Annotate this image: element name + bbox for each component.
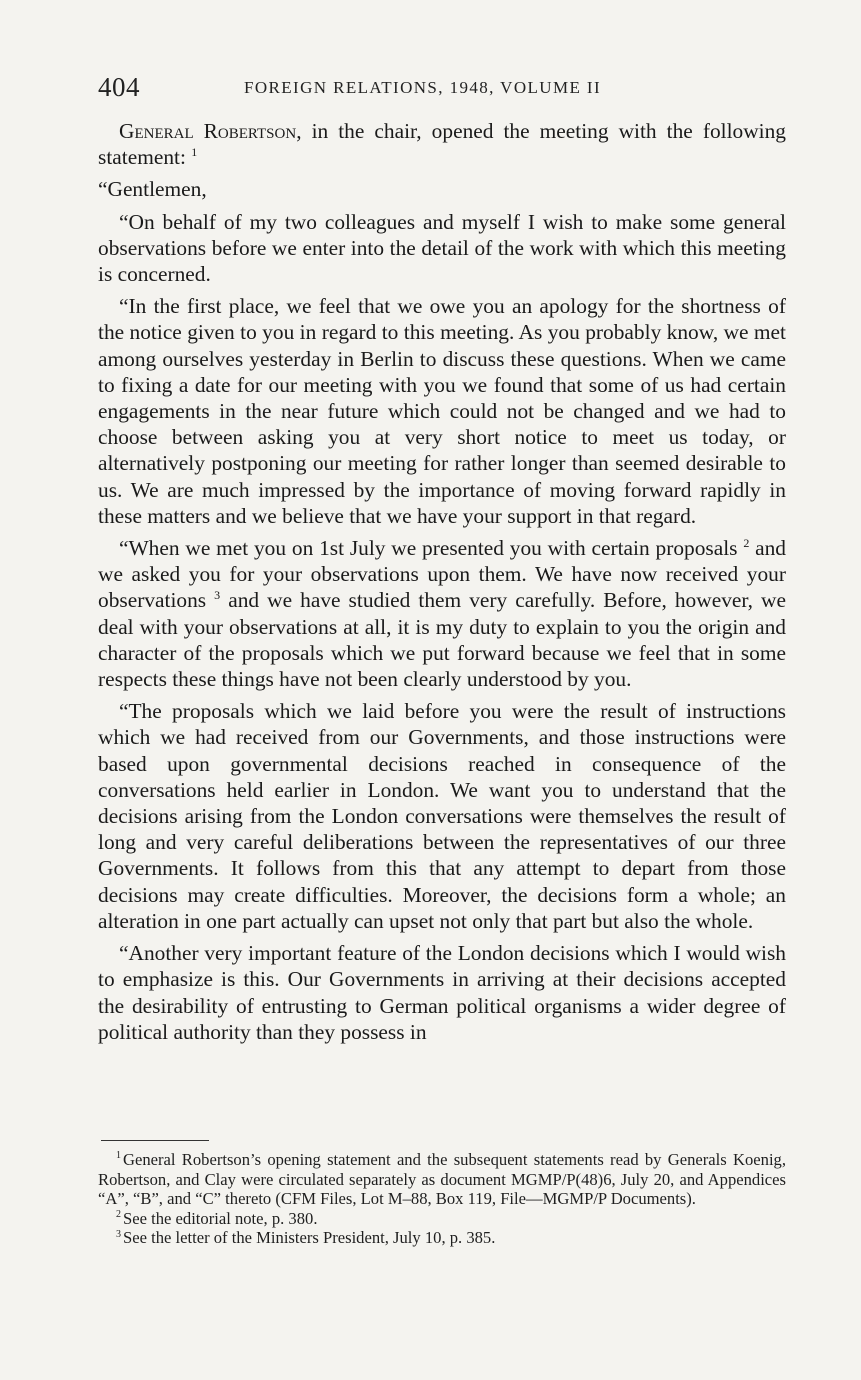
footnote-mark: 2 <box>116 1209 121 1221</box>
paragraph-proposals <box>98 535 786 692</box>
footnote-2 <box>98 1209 786 1229</box>
footnote-ref-1[interactable]: 1 <box>191 145 198 160</box>
footnote-text: General Robertson’s opening statement and the subsequent statements read by Generals Koenig, Robertson, and Clay were circulated separately as document MGMP/P(48)6, July 20, and Appendices “A”, “B”, and “C” thereto (CFM Files, Lot M–88, Box 119, File—MGMP/P Documents). <box>98 1150 786 1209</box>
proposals-text-c: and we have studied them very carefully. Before, however, we deal with your observations at all, it is my duty to explain to you the origin and character of the proposals which we put forward because we feel that in some respects these things have not been clearly understood by you. <box>98 588 786 692</box>
proposals-text-b: and we asked you for your observations upon them. We have now received your observations <box>98 536 786 613</box>
running-title: FOREIGN RELATIONS, 1948, VOLUME II <box>244 78 602 97</box>
footnote-divider <box>101 1140 209 1141</box>
footnote-text: See the letter of the Ministers President, July 10, p. 385. <box>123 1228 496 1248</box>
speaker-name: General Robertson <box>119 119 297 143</box>
footnote-3 <box>98 1228 786 1248</box>
footnotes <box>98 1150 786 1248</box>
footnote-mark: 1 <box>116 1150 121 1162</box>
footnote-mark: 3 <box>116 1228 121 1240</box>
paragraph-salutation: “Gentlemen, <box>98 177 207 202</box>
paragraph-behalf: “On behalf of my two colleagues and myself I wish to make some general observations before we enter into the detail of the work with which this meeting is concerned. <box>98 209 786 287</box>
footnote-ref-2[interactable]: 2 <box>743 535 750 550</box>
footnote-1 <box>98 1150 786 1209</box>
opening-text: , in the chair, opened the meeting with the following statement: <box>98 119 786 170</box>
paragraph-apology: “In the first place, we feel that we owe you an apology for the shortness of the notice given to you in regard to this meeting. As you probably know, we met among ourselves yesterday in Berlin to discuss these questions. When we came to fixing a date for our meeting with you we found that some of us had certain engagements in the near future which could not be changed and we had to choose between asking you at very short notice to meet us today, or alternatively postponing our meeting for rather longer than seemed desirable to us. We are much impressed by the importance of moving forward rapidly in these matters and we believe that we have your support in that regard. <box>98 294 786 528</box>
proposals-text-a: “When we met you on 1st July we presented you with certain proposals <box>119 536 738 561</box>
page-number: 404 <box>98 72 140 102</box>
page-header <box>98 72 788 102</box>
body-text <box>98 118 786 1051</box>
footnote-ref-3[interactable]: 3 <box>214 588 221 603</box>
paragraph-london-decisions: “Another very important feature of the London decisions which I would wish to emphasize is this. Our Governments in arriving at their decisions accepted the desirability of entrusting to German political organisms a wider degree of political authority than they possess in <box>98 941 786 1044</box>
paragraph-opening <box>98 118 786 170</box>
footnote-text: See the editorial note, p. 380. <box>123 1208 318 1228</box>
paragraph-instructions: “The proposals which we laid before you were the result of instructions which we had received from our Governments, and those instructions were based upon governmental decisions reached in consequence of the conversations held earlier in London. We want you to understand that the decisions arising from the London conversations were themselves the result of long and very careful deliberations between the representatives of our three Governments. It follows from this that any attempt to depart from those decisions may create difficulties. Moreover, the decisions form a whole; an alteration in one part actually can upset not only that part but also the whole. <box>98 699 786 933</box>
